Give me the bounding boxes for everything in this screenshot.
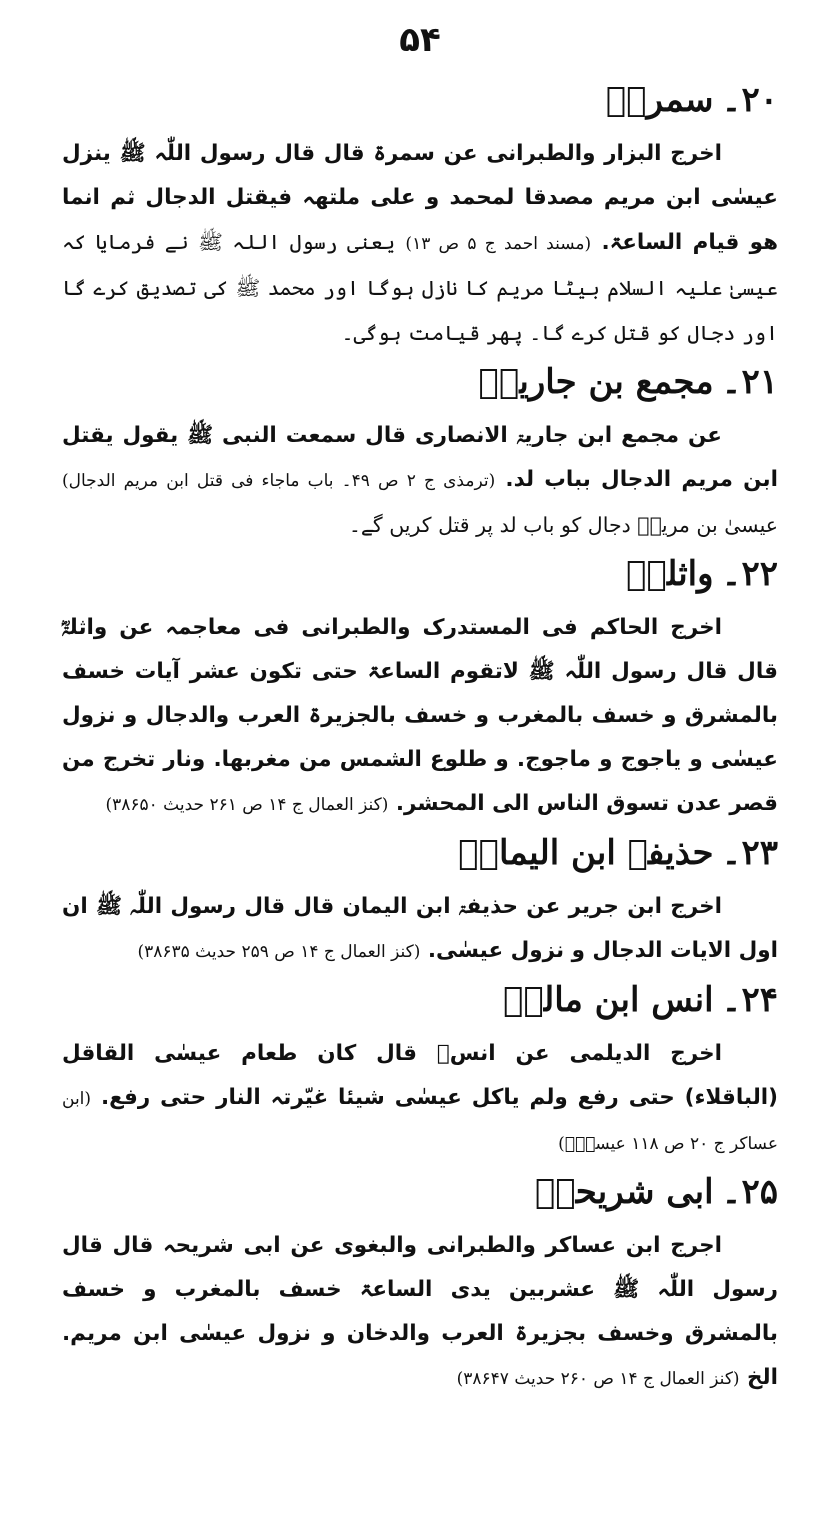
reference-citation: (کنز العمال ج ۱۴ ص ۲۵۹ حدیث ۳۸۶۳۵)	[137, 942, 421, 962]
section-heading	[62, 974, 778, 1026]
section-title: سمرۃؓ	[605, 80, 714, 120]
reference-citation: (کنز العمال ج ۱۴ ص ۲۶۰ حدیث ۳۸۶۴۷)	[456, 1369, 740, 1389]
hadith-paragraph	[62, 414, 778, 548]
hadith-paragraph	[62, 132, 778, 356]
arabic-text: اخرج البزار والطبرانی عن سمرۃ قال قال رسول اللّٰہ ﷺ ینزل عیسٰی ابن مریم مصدقا لمحمد و علی ملتھہ فیقتل الدجال ثم انما ھو قیام الساعۃ.	[62, 141, 778, 255]
section-number: ۲۰۔	[721, 80, 778, 120]
section-number: ۲۲۔	[721, 554, 778, 594]
section-title: ابی شریحہؓ	[534, 1172, 714, 1212]
section-title: واثلہؓ	[626, 554, 714, 594]
reference-citation: (مسند احمد ج ۵ ص ۱۳)	[405, 234, 592, 254]
page-number: ۵۴	[399, 20, 441, 60]
hadith-paragraph	[62, 606, 778, 827]
section-number: ۲۱۔	[721, 362, 778, 402]
section-heading	[62, 74, 778, 126]
section-25	[62, 1166, 778, 1401]
arabic-text: اخرج ابن جریر عن حذیفۃ ابن الیمان قال قال رسول اللّٰہ ﷺ ان اول الایات الدجال و نزول عیسٰی.	[62, 894, 778, 963]
section-heading	[62, 356, 778, 408]
section-heading	[62, 1166, 778, 1218]
section-number: ۲۴۔	[721, 980, 778, 1020]
section-number: ۲۵۔	[721, 1172, 778, 1212]
arabic-text: اخرج الدیلمی عن انسؓ قال کان طعام عیسٰی القاقل (الباقلاء) حتی رفع ولم یاکل عیسٰی شیئا غیّرتہ النار حتی رفع.	[62, 1041, 778, 1110]
hadith-paragraph	[62, 885, 778, 974]
hadith-paragraph	[62, 1032, 778, 1166]
section-20	[62, 74, 778, 356]
section-22	[62, 548, 778, 827]
urdu-translation: عیسیٰ بن مریمؑ دجال کو باب لد پر قتل کریں گے۔	[348, 513, 778, 537]
section-title: حذیفۃ ابن الیمانؓ	[458, 833, 714, 873]
section-21	[62, 356, 778, 548]
reference-citation: (ترمذی ج ۲ ص ۴۹۔ باب ماجاء فی قتل ابن مریم الدجال)	[62, 471, 496, 491]
section-24	[62, 974, 778, 1166]
arabic-text: اجرج ابن عساکر والطبرانی والبغوی عن ابی شریحہ قال قال رسول اللّٰہ ﷺ عشربین یدی الساعۃ خسف بالمغرب و خسف بالمشرق وخسف بجزیرۃ العرب والدخان و نزول عیسٰی ابن مریم. الخ	[62, 1233, 778, 1390]
section-23	[62, 827, 778, 974]
arabic-text: اخرج الحاکم فی المستدرک والطبرانی فی معاجمہ عن واثلۃؓ قال قال رسول اللّٰہ ﷺ لاتقوم الساعۃ حتی تکون عشر آیات خسف بالمشرق و خسف بالمغرب و خسف بالجزیرۃ العرب والدجال و نزول عیسٰی و یاجوج و ماجوج. و طلوع الشمس من مغربھا. ونار تخرج من قصر عدن تسوق الناس الی المحشر.	[62, 615, 778, 816]
hadith-paragraph	[62, 1224, 778, 1401]
section-heading	[62, 827, 778, 879]
reference-citation: (ابن عساکر ج ۲۰ ص ۱۱۸ عیسیٰؑ)	[62, 1089, 778, 1154]
urdu-translation: یعنی رسول اللہ ﷺ نے فرمایا کہ عیسیٰ علیہ السلام بیٹا مریم کا نازل ہوگا اور محمد ﷺ کی تصدیق کرے گا اور دجال کو قتل کرے گا۔ پھر قیامت ہوگی۔	[62, 230, 778, 345]
section-title: مجمع بن جاریہؓ	[478, 362, 714, 402]
section-number: ۲۳۔	[721, 833, 778, 873]
section-heading	[62, 548, 778, 600]
section-title: انس ابن مالکؓ	[503, 980, 714, 1020]
reference-citation: (کنز العمال ج ۱۴ ص ۲۶۱ حدیث ۳۸۶۵۰)	[105, 795, 389, 815]
arabic-text: عن مجمع ابن جاریۃ الانصاری قال سمعت النبی ﷺ یقول یقتل ابن مریم الدجال بباب لد.	[62, 423, 778, 492]
